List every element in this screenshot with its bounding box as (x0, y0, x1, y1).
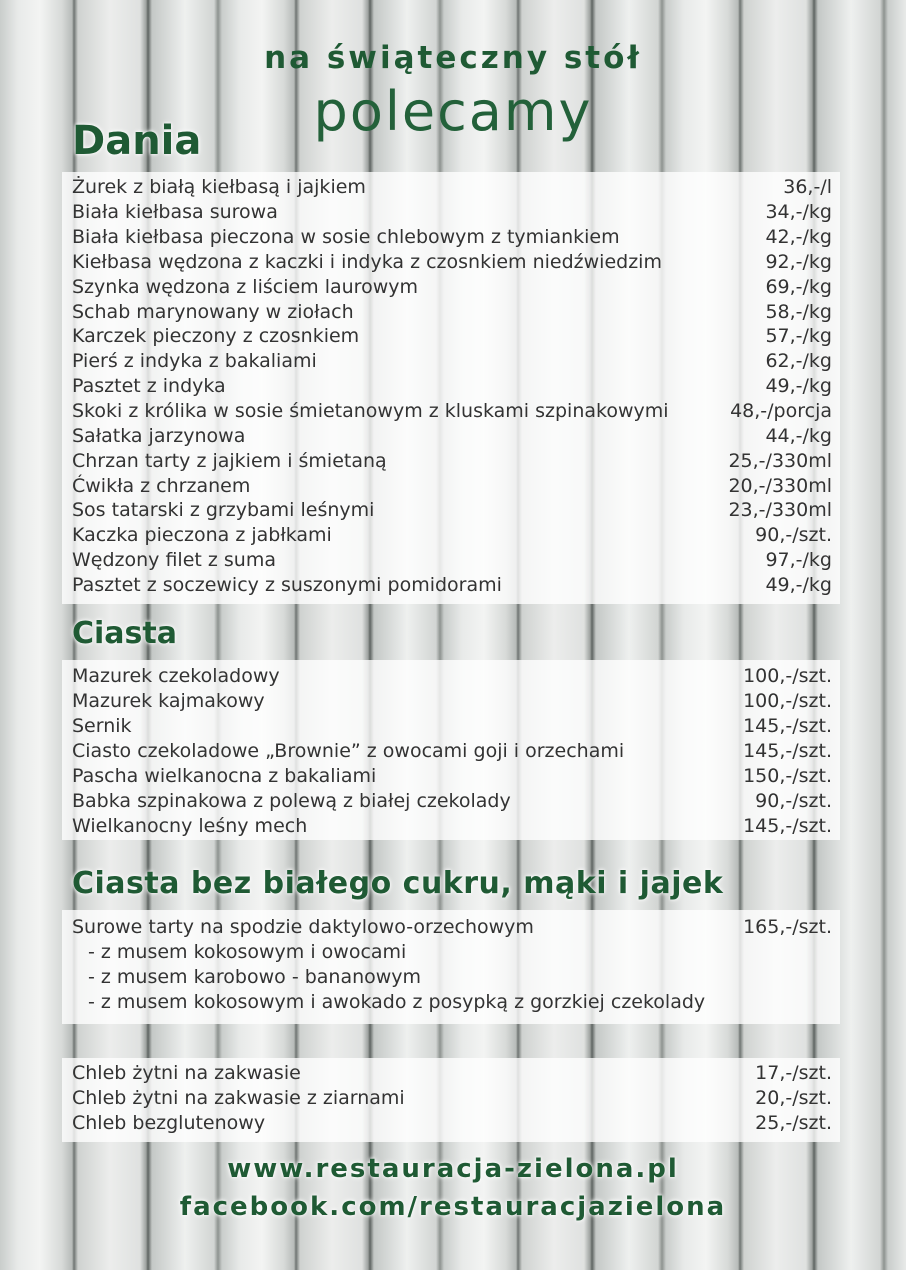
menu-item-name: Chrzan tarty z jajkiem i śmietaną (72, 450, 387, 472)
menu-item-name: Ćwikła z chrzanem (72, 475, 251, 497)
menu-item (72, 374, 832, 399)
menu-item-variant (88, 990, 832, 1015)
menu-item-name: Szynka wędzona z liściem laurowym (72, 276, 418, 298)
menu-item (72, 548, 832, 573)
menu-item-price: 17,-/szt. (755, 1062, 832, 1084)
menu-item-name: Wędzony filet z suma (72, 549, 276, 571)
menu-item-name: Skoki z królika w sosie śmietanowym z kluskami szpinakowymi (72, 400, 669, 422)
menu-item-name: Chleb bezglutenowy (72, 1112, 266, 1134)
menu-item-name: Mazurek kajmakowy (72, 690, 265, 712)
menu-item-name: Schab marynowany w ziołach (72, 301, 354, 323)
menu-item (72, 300, 832, 325)
menu-item-name: Kiełbasa wędzona z kaczki i indyka z czosnkiem niedźwiedzim (72, 251, 662, 273)
menu-item-price: 165,-/szt. (743, 916, 832, 938)
menu-item-price: 20,-/330ml (728, 475, 832, 497)
menu-item-price: 57,-/kg (765, 325, 832, 347)
menu-item-price: 48,-/porcja (730, 400, 832, 422)
menu-item-name: Sałatka jarzynowa (72, 425, 246, 447)
menu-item (72, 324, 832, 349)
menu-item-price: 90,-/szt. (755, 790, 832, 812)
menu-item (72, 1061, 832, 1086)
menu-item-name: Wielkanocny leśny mech (72, 815, 308, 837)
menu-item-price: 92,-/kg (765, 251, 832, 273)
menu-item (72, 523, 832, 548)
menu-item (72, 1111, 832, 1136)
menu-item (72, 814, 832, 839)
menu-item-price: 49,-/kg (765, 375, 832, 397)
menu-item (72, 250, 832, 275)
menu-item-price: 62,-/kg (765, 350, 832, 372)
menu-item (72, 200, 832, 225)
menu-item (72, 764, 832, 789)
header-subtitle: na świąteczny stół (264, 40, 642, 76)
menu-item (72, 1086, 832, 1111)
menu-item-name: Ciasto czekoladowe „Brownie” z owocami goji i orzechami (72, 740, 625, 762)
menu-item-name: Surowe tarty na spodzie daktylowo-orzechowym (72, 916, 534, 938)
menu-item (72, 915, 832, 940)
menu-item-price: 34,-/kg (765, 201, 832, 223)
menu-item (72, 714, 832, 739)
menu-item-price: 69,-/kg (765, 276, 832, 298)
menu-item-name: Żurek z białą kiełbasą i jajkiem (72, 176, 366, 198)
menu-item-name: Chleb żytni na zakwasie (72, 1062, 301, 1084)
menu-item-variant (88, 965, 832, 990)
menu-item-price: 42,-/kg (765, 226, 832, 248)
menu-item (72, 739, 832, 764)
menu-item-price: 97,-/kg (765, 549, 832, 571)
menu-item-variant-name: - z musem kokosowym i owocami (88, 941, 407, 963)
menu-item-name: Pierś z indyka z bakaliami (72, 350, 317, 372)
menu-item-name: Pasztet z soczewicy z suszonymi pomidorami (72, 574, 502, 596)
menu-item (72, 573, 832, 598)
menu-item-name: Biała kiełbasa surowa (72, 201, 278, 223)
menu-item-name: Mazurek czekoladowy (72, 665, 280, 687)
menu-item-price: 90,-/szt. (755, 524, 832, 546)
section-title-ciasta: Ciasta (72, 616, 177, 651)
menu-item-price: 49,-/kg (765, 574, 832, 596)
menu-item-price: 150,-/szt. (743, 765, 832, 787)
menu-item (72, 225, 832, 250)
menu-item (72, 498, 832, 523)
menu-item-price: 25,-/szt. (755, 1112, 832, 1134)
menu-item (72, 349, 832, 374)
menu-item-price: 145,-/szt. (743, 815, 832, 837)
menu-item-name: Pascha wielkanocna z bakaliami (72, 765, 377, 787)
menu-item-variant (88, 940, 832, 965)
menu-item-name: Karczek pieczony z czosnkiem (72, 325, 360, 347)
menu-item-name: Pasztet z indyka (72, 375, 226, 397)
menu-item-price: 20,-/szt. (755, 1087, 832, 1109)
menu-item-name: Chleb żytni na zakwasie z ziarnami (72, 1087, 405, 1109)
menu-item-name: Kaczka pieczona z jabłkami (72, 524, 332, 546)
menu-item (72, 689, 832, 714)
section-title-dania: Dania (72, 118, 202, 164)
menu-item (72, 424, 832, 449)
header-title: polecamy (313, 80, 593, 143)
menu-item (72, 399, 832, 424)
menu-item-price: 100,-/szt. (743, 665, 832, 687)
menu-item (72, 175, 832, 200)
menu-item (72, 664, 832, 689)
menu-item-price: 36,-/l (783, 176, 832, 198)
menu-item-name: Sos tatarski z grzybami leśnymi (72, 499, 375, 521)
menu-item-name: Sernik (72, 715, 132, 737)
footer-website-link[interactable]: www.restauracja-zielona.pl (227, 1154, 679, 1184)
menu-item-variant-name: - z musem karobowo - bananowym (88, 966, 422, 988)
menu-item-price: 145,-/szt. (743, 715, 832, 737)
menu-item-price: 23,-/330ml (728, 499, 832, 521)
menu-item-price: 58,-/kg (765, 301, 832, 323)
menu-item (72, 789, 832, 814)
menu-item-price: 100,-/szt. (743, 690, 832, 712)
menu-item-name: Babka szpinakowa z polewą z białej czekolady (72, 790, 511, 812)
menu-item (72, 449, 832, 474)
footer-facebook-link[interactable]: facebook.com/restauracjazielona (179, 1192, 727, 1222)
menu-item-name: Biała kiełbasa pieczona w sosie chlebowym z tymiankiem (72, 226, 620, 248)
menu-item (72, 474, 832, 499)
menu-item-variant-name: - z musem kokosowym i awokado z posypką z gorzkiej czekolady (88, 991, 706, 1013)
section-title-bez-cukru: Ciasta bez białego cukru, mąki i jajek (72, 866, 724, 901)
menu-item (72, 275, 832, 300)
menu-item-price: 25,-/330ml (728, 450, 832, 472)
menu-item-price: 145,-/szt. (743, 740, 832, 762)
menu-item-price: 44,-/kg (765, 425, 832, 447)
